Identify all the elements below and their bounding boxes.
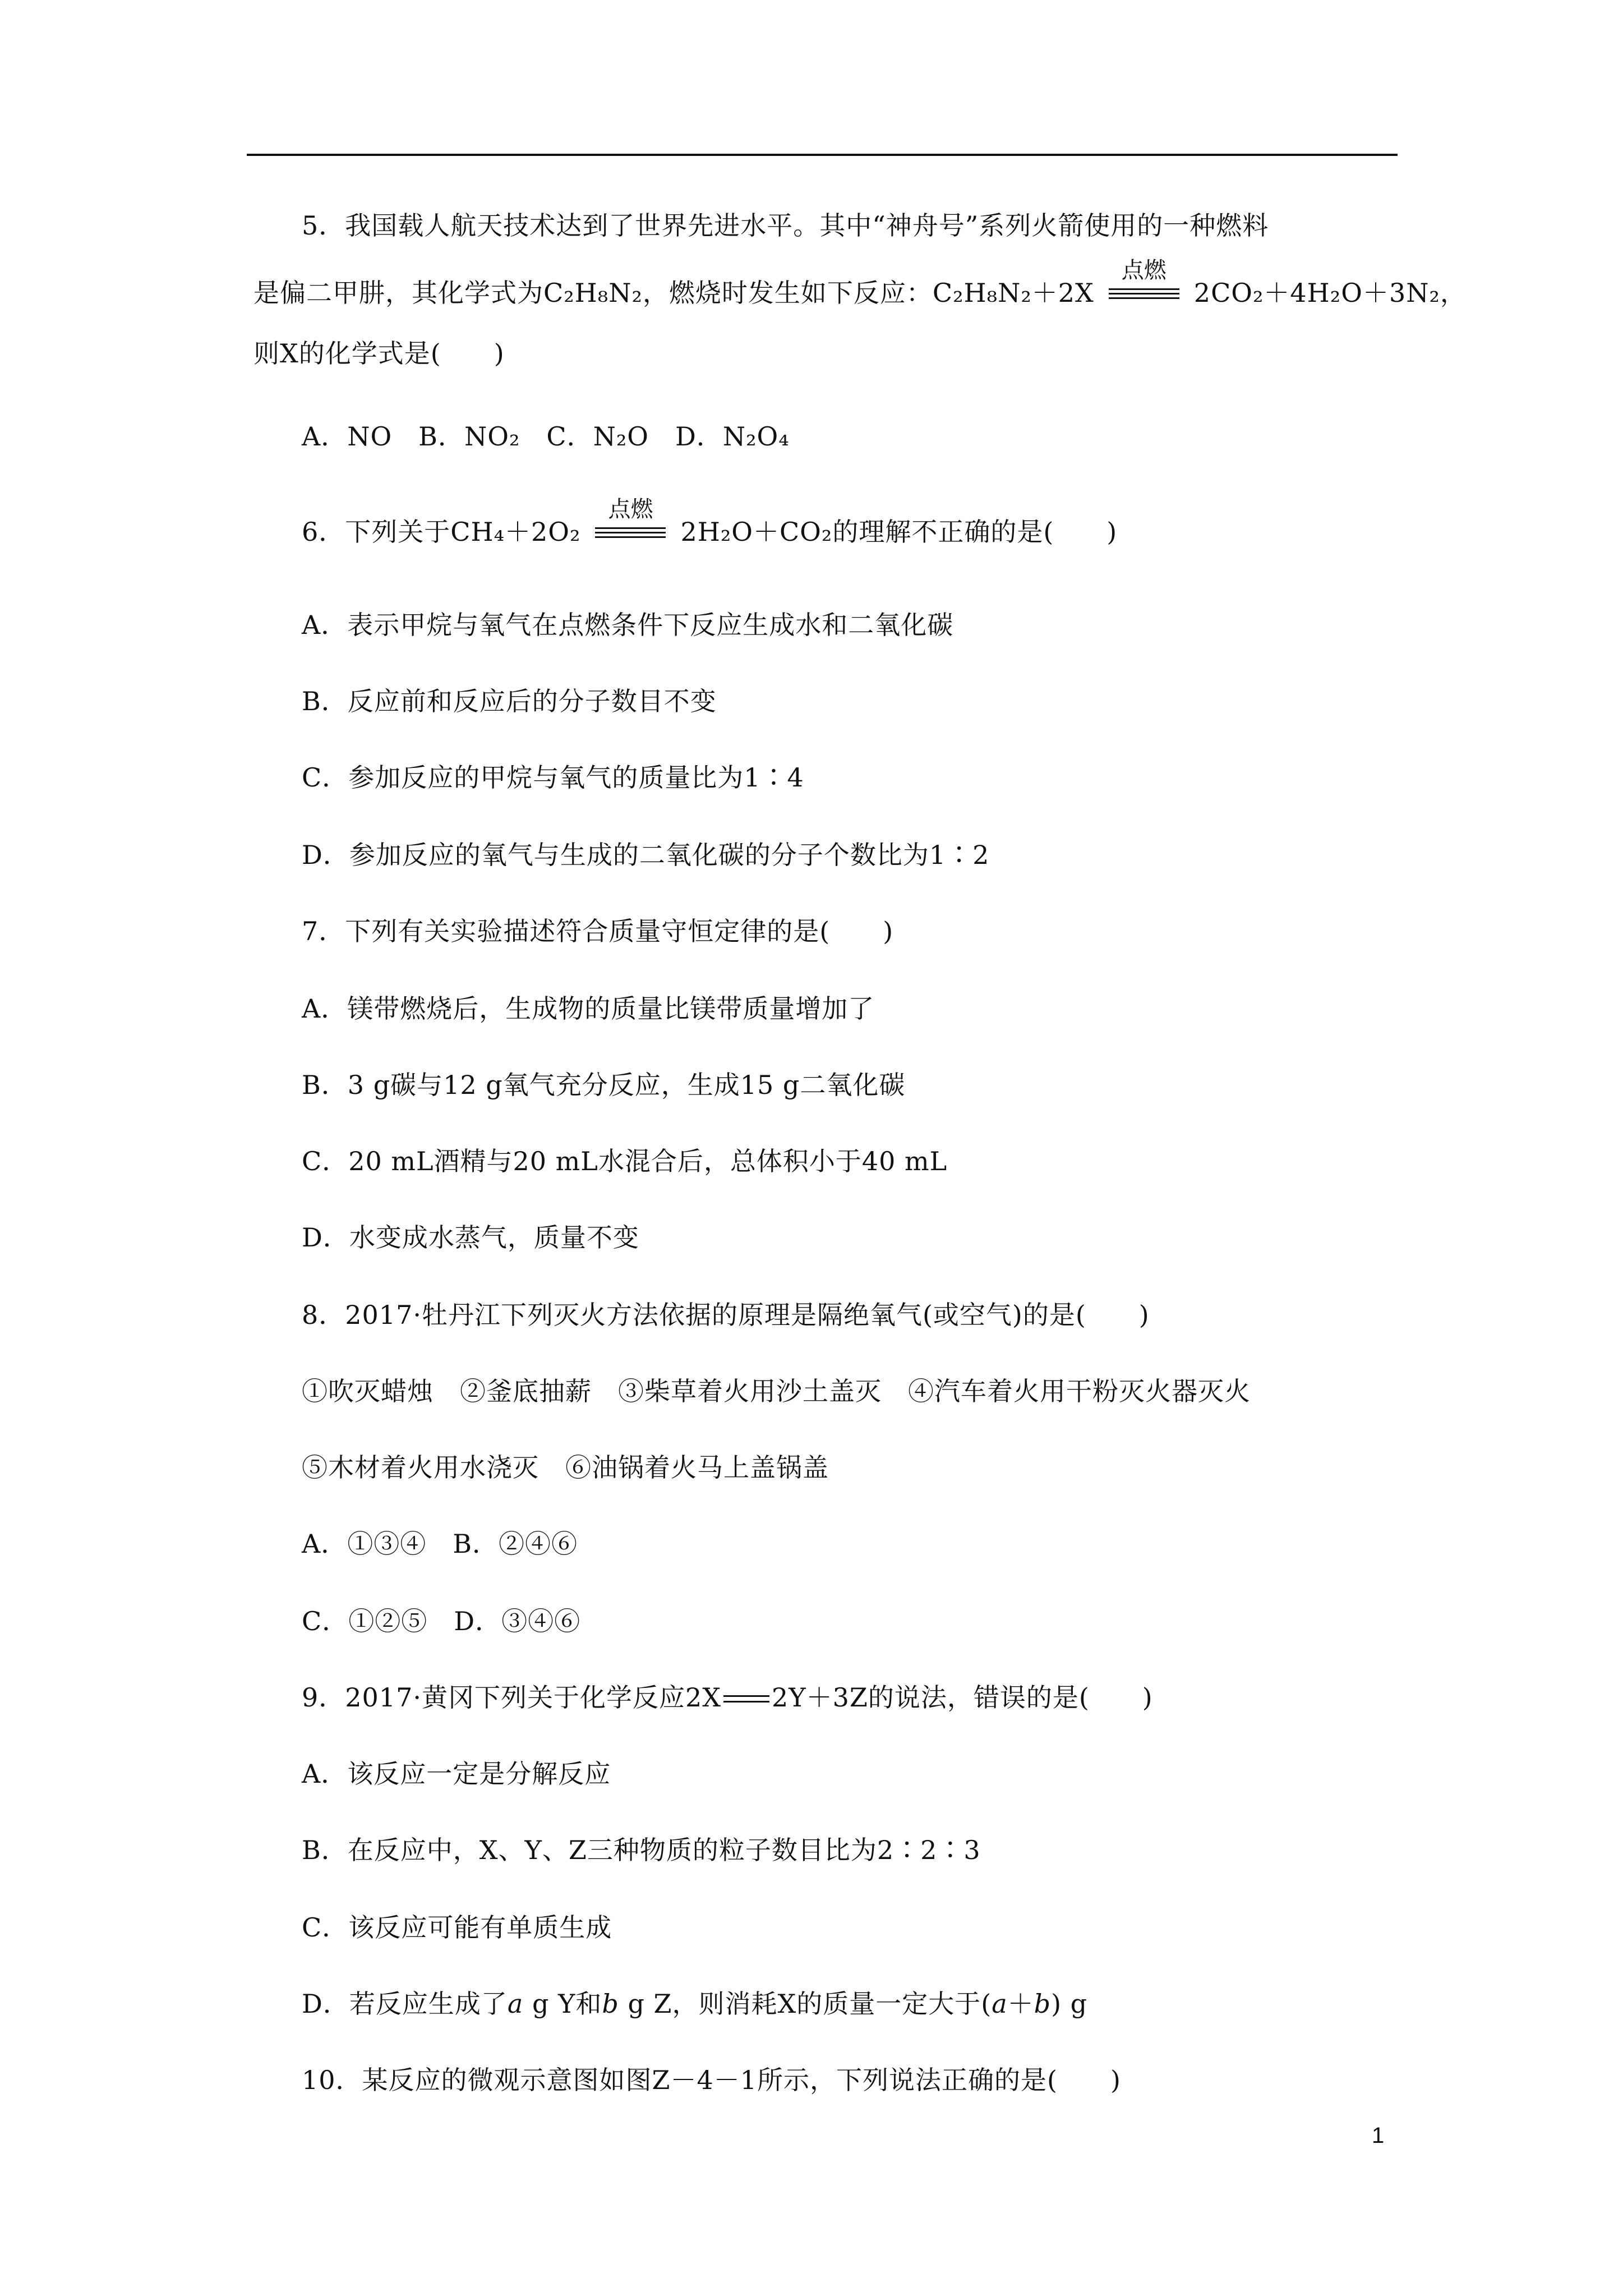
q6-eq-right: 2H₂O＋CO₂ [680, 517, 833, 547]
q9-d-text-2: g Y和 [523, 1989, 602, 2019]
q5-reaction-arrow [1102, 257, 1186, 310]
q9-d-sum-a: a [992, 1989, 1008, 2019]
q9-stem [302, 1681, 1153, 1714]
q6-stem [302, 496, 1118, 549]
q9-option-d [302, 1987, 1087, 2021]
q9-d-plus: ＋ [1007, 1989, 1034, 2019]
q8-items-1: ①吹灭蜡烛 ②釜底抽薪 ③柴草着火用沙土盖灭 ④汽车着火用干粉灭火器灭火 [302, 1376, 1251, 1406]
q9-option-b: B．在反应中，X、Y、Z三种物质的粒子数目比为2∶2∶3 [302, 1835, 981, 1865]
q6-option-d: D．参加反应的氧气与生成的二氧化碳的分子个数比为1∶2 [302, 840, 990, 870]
q5-formula-a: C₂H₈N₂ [543, 278, 643, 308]
q5-eq-left: C₂H₈N₂＋2X [932, 278, 1094, 308]
q5-text-b: ，燃烧时发生如下反应： [642, 278, 933, 308]
q8-options-ab: A．①③④ B．②④⑥ [302, 1529, 578, 1559]
q9-stem-b: 2Y＋3Z的说法，错误的是( ) [771, 1682, 1153, 1713]
q6-eq-left: CH₄＋2O₂ [450, 517, 581, 547]
q6-option-a: A．表示甲烷与氧气在点燃条件下反应生成水和二氧化碳 [302, 610, 954, 640]
q5-eq-right: 2CO₂＋4H₂O＋3N₂， [1193, 278, 1467, 308]
q5-line2 [253, 257, 1467, 310]
q7-option-d: D．水变成水蒸气，质量不变 [302, 1222, 639, 1253]
q8-stem: 8．2017·牡丹江下列灭火方法依据的原理是隔绝氧气(或空气)的是( ) [302, 1300, 1150, 1330]
q7-option-b: B．3 g碳与12 g氧气充分反应，生成15 g二氧化碳 [302, 1070, 906, 1100]
q6-stem-a: 6．下列关于 [302, 517, 451, 547]
q5-text-a: 是偏二甲肼，其化学式为 [253, 278, 543, 308]
q8-items-2: ⑤木材着火用水浇灭 ⑥油锅着火马上盖锅盖 [302, 1452, 829, 1483]
q9-stem-a: 9．2017·黄冈下列关于化学反应2X [302, 1682, 721, 1713]
q9-d-var-a: a [507, 1989, 524, 2019]
q6-option-b: B．反应前和反应后的分子数目不变 [302, 686, 717, 716]
q9-option-c: C．该反应可能有单质生成 [302, 1912, 612, 1943]
q8-options-cd: C．①②⑤ D．③④⑥ [302, 1606, 581, 1636]
q7-option-a: A．镁带燃烧后，生成物的质量比镁带质量增加了 [302, 993, 875, 1024]
q5-line1: 5．我国载人航天技术达到了世界先进水平。其中“神舟号”系列火箭使用的一种燃料 [302, 210, 1269, 241]
q9-d-text-4: ) g [1051, 1989, 1088, 2019]
q6-condition: 点燃 [608, 496, 653, 522]
header-rule [247, 154, 1398, 156]
q9-d-text-3: g Z，则消耗X的质量一定大于( [619, 1989, 992, 2019]
q9-d-sum-b: b [1034, 1989, 1052, 2019]
q5-condition: 点燃 [1121, 257, 1166, 283]
q9-equals-sign [721, 1681, 772, 1714]
q6-stem-b: 的理解不正确的是( ) [832, 517, 1118, 547]
page-number: 1 [1372, 2123, 1385, 2148]
q5-line3: 则X的化学式是( ) [253, 338, 505, 369]
q9-d-var-b: b [602, 1989, 619, 2019]
q9-option-a: A．该反应一定是分解反应 [302, 1759, 611, 1789]
q6-reaction-arrow [588, 496, 672, 549]
q7-option-c: C．20 mL酒精与20 mL水混合后，总体积小于40 mL [302, 1146, 948, 1176]
q7-stem: 7．下列有关实验描述符合质量守恒定律的是( ) [302, 916, 894, 946]
q10-stem: 10．某反应的微观示意图如图Z－4－1所示，下列说法正确的是( ) [302, 2065, 1121, 2095]
q5-options: A．NO B．NO₂ C．N₂O D．N₂O₄ [302, 421, 790, 452]
q6-option-c: C．参加反应的甲烷与氧气的质量比为1∶4 [302, 762, 804, 793]
q9-d-text-1: D．若反应生成了 [302, 1989, 508, 2019]
